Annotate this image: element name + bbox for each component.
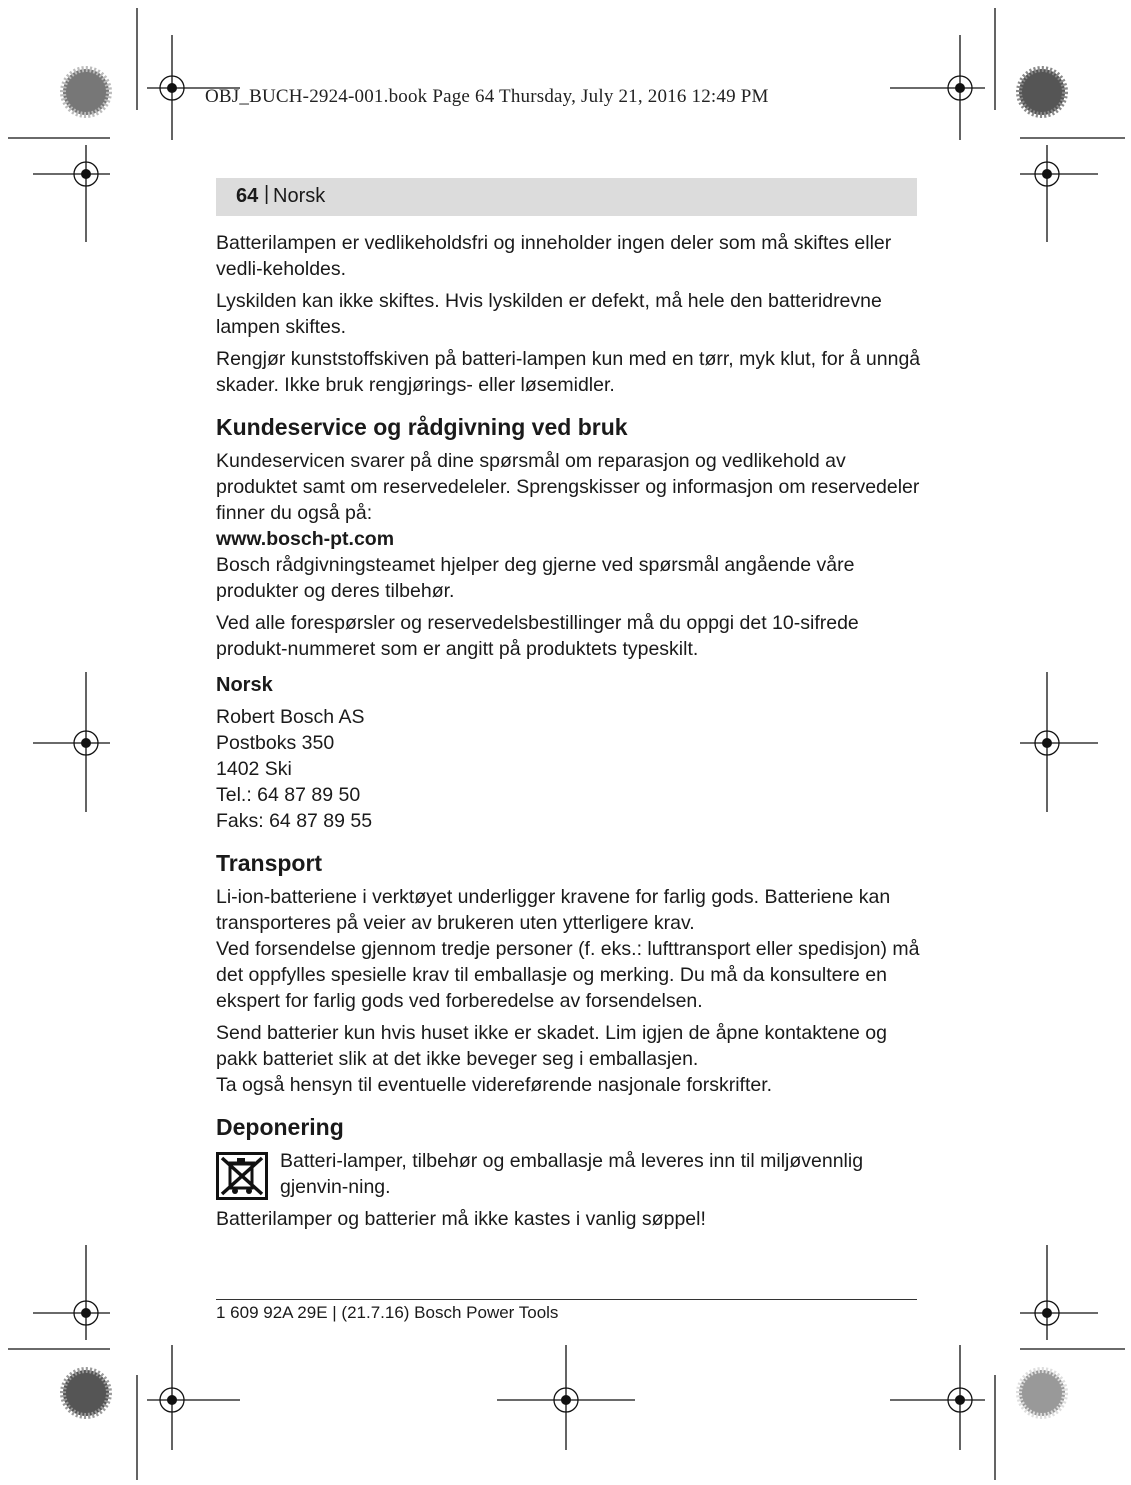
disposal-icon-text: Batteri-lamper, tilbehør og emballasje må leveres inn til miljøvennlig gjenvin-ning. xyxy=(280,1150,864,1198)
disposal-paragraph: Batterilamper og batterier må ikke kastes i vanlig søppel! xyxy=(216,1208,706,1230)
address-line: Robert Bosch AS xyxy=(216,706,365,728)
transport-paragraph: Send batterier kun hvis huset ikke er skadet. Lim igjen de åpne kontaktene og pakk batteriet slik at det ikke beveger seg i emballasjen. xyxy=(216,1022,887,1070)
section-heading-transport: Transport xyxy=(216,850,323,876)
page-footer: 1 609 92A 29E | (21.7.16) Bosch Power Tools xyxy=(216,1303,559,1322)
service-paragraph: Kundeservicen svarer på dine spørsmål om reparasjon og vedlikehold av produktet samt om reservedeleler. Sprengskisser og informasjon om reservedeler finner du også på: xyxy=(216,450,920,524)
page-content xyxy=(216,230,921,1238)
section-heading-contact: Norsk xyxy=(216,674,273,696)
address-line: Postboks 350 xyxy=(216,732,335,754)
contact-address xyxy=(216,704,921,834)
address-line: 1402 Ski xyxy=(216,758,292,780)
address-line: Tel.: 64 87 89 50 xyxy=(216,784,361,806)
intro-paragraph: Batterilampen er vedlikeholdsfri og inneholder ingen deler som må skiftes eller vedli-keholdes. xyxy=(216,232,892,280)
intro-paragraph: Lyskilden kan ikke skiftes. Hvis lyskilden er defekt, må hele den batteridrevne lampen skiftes. xyxy=(216,290,882,338)
transport-paragraph: Li-ion-batteriene i verktøyet underligger kravene for farlig gods. Batteriene kan transporteres på veier av brukeren uten ytterligere krav. xyxy=(216,886,891,934)
disposal-notice xyxy=(216,1148,921,1200)
crossed-out-bin-icon xyxy=(216,1152,268,1200)
page-number: 64 xyxy=(236,185,259,207)
service-paragraph: Ved alle forespørsler og reservedelsbestillinger må du oppgi det 10-sifrede produkt-nummeret som er angitt på produktets typeskilt. xyxy=(216,612,859,660)
header-language: Norsk xyxy=(273,185,326,207)
section-heading-disposal: Deponering xyxy=(216,1114,344,1140)
footer-divider xyxy=(216,1299,917,1300)
header-separator: | xyxy=(264,183,270,205)
service-url-link[interactable]: www.bosch-pt.com xyxy=(216,528,395,550)
transport-paragraph: Ved forsendelse gjennom tredje personer (f. eks.: lufttransport eller spedisjon) må det oppfylles spesielle krav til emballasje og merking. Du må da konsultere en ekspert for farlig gods ved forberedelse av forsendelsen. xyxy=(216,938,920,1012)
page-header xyxy=(216,178,917,216)
address-line: Faks: 64 87 89 55 xyxy=(216,810,373,832)
print-slug: OBJ_BUCH-2924-001.book Page 64 Thursday, July 21, 2016 12:49 PM xyxy=(205,86,769,107)
section-heading-service: Kundeservice og rådgivning ved bruk xyxy=(216,414,628,440)
service-paragraph: Bosch rådgivningsteamet hjelper deg gjerne ved spørsmål angående våre produkter og deres tilbehør. xyxy=(216,554,855,602)
intro-paragraph: Rengjør kunststoffskiven på batteri-lampen kun med en tørr, myk klut, for å unngå skader. Ikke bruk rengjørings- eller løsemidler. xyxy=(216,348,921,396)
transport-paragraph: Ta også hensyn til eventuelle videreførende nasjonale forskrifter. xyxy=(216,1074,773,1096)
